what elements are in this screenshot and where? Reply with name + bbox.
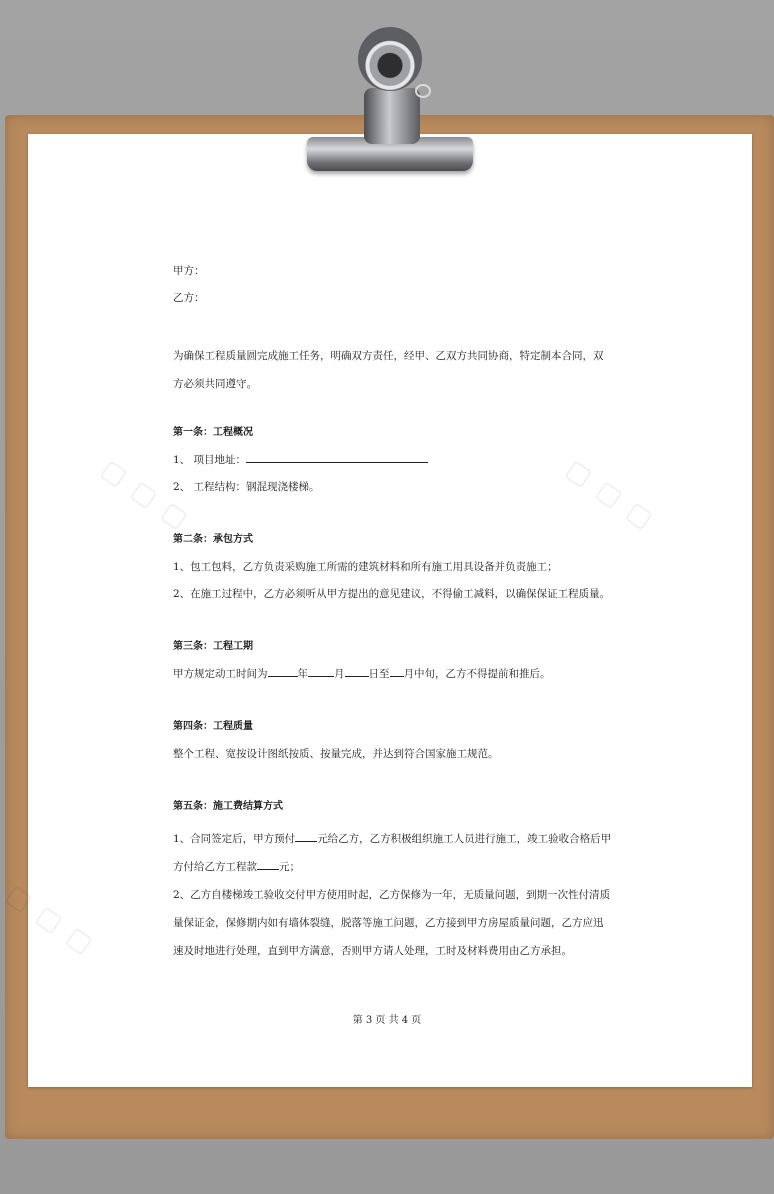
end-month-blank [390,665,404,677]
party-b-label: 乙方： [173,292,205,304]
year-label: 年 [297,668,308,680]
section-2-item-1: 1、包工包料，乙方负责采购施工所需的建筑材料和所有施工用具设备并负责施工； [173,561,558,573]
clip-lever [364,88,420,144]
start-year-blank [268,665,298,677]
party-a-label: 甲方： [173,265,205,277]
payment-text-c: 元； [279,861,300,873]
schedule-text-start: 甲方规定动工时间为 [173,668,268,680]
page-number: 第 3 页 共 4 页 [352,1015,422,1026]
watermark: ▢ ▢ ▢ [95,453,195,537]
schedule-text-end: 月中旬，乙方不得提前和推后。 [403,668,551,680]
intro-paragraph: 为确保工程质量圆完成施工任务，明确双方责任，经甲、乙双方共同协商，特定制本合同，双方必须共同遵守。 [173,350,604,390]
prepayment-blank [295,830,317,842]
section-1-item-1 [173,451,613,478]
payment-text-b: 元给乙方，乙方积极组织施工人员进行施工，竣工验收合格后甲方付给乙方工程款 [173,833,612,873]
section-5-item-1 [173,825,613,881]
clip-pin-icon [415,84,431,98]
section-4-title: 第四条：工程质量 [173,721,253,732]
payment-amount-blank [257,858,279,870]
payment-text-a: 1、合同签定后，甲方预付 [173,833,296,845]
clip-ring-icon [358,27,422,91]
section-5-item-2: 2、乙方自楼梯竣工验收交付甲方使用时起，乙方保修为一年，无质量问题，到期一次性付清质量保证金，保修期内如有墙体裂缝，脱落等施工问题，乙方接到甲方房屋质量问题，乙方应迅速及时地进行处理，直到甲方满意，否则甲方请人处理，工时及材料费用由乙方承担。 [173,889,611,957]
section-5-title: 第五条：施工费结算方式 [173,801,283,812]
section-2-item-2: 2、在施工过程中，乙方必须听从甲方提出的意见建议，不得偷工减料，以确保保证工程质量。 [173,588,611,600]
section-3-title: 第三条：工程工期 [173,641,253,652]
section-1-item-2: 2、 工程结构：钢混现浇楼梯。 [173,481,320,493]
start-month-blank [308,665,334,677]
day-to-label: 日至 [368,668,390,680]
watermark: ▢ ▢ ▢ [560,453,660,537]
section-2-title: 第二条：承包方式 [173,534,253,545]
start-day-blank [345,665,369,677]
contract-body [173,262,613,965]
month-label: 月 [334,668,345,680]
section-4-text: 整个工程、宽按设计图纸按质、按量完成，并达到符合国家施工规范。 [173,748,499,760]
section-1-title: 第一条：工程概况 [173,427,253,438]
project-address-blank [246,451,428,463]
watermark: ▢ ▢ ▢ [0,878,100,962]
project-address-label: 1、 项目地址： [173,454,247,466]
section-3-text [173,665,613,692]
